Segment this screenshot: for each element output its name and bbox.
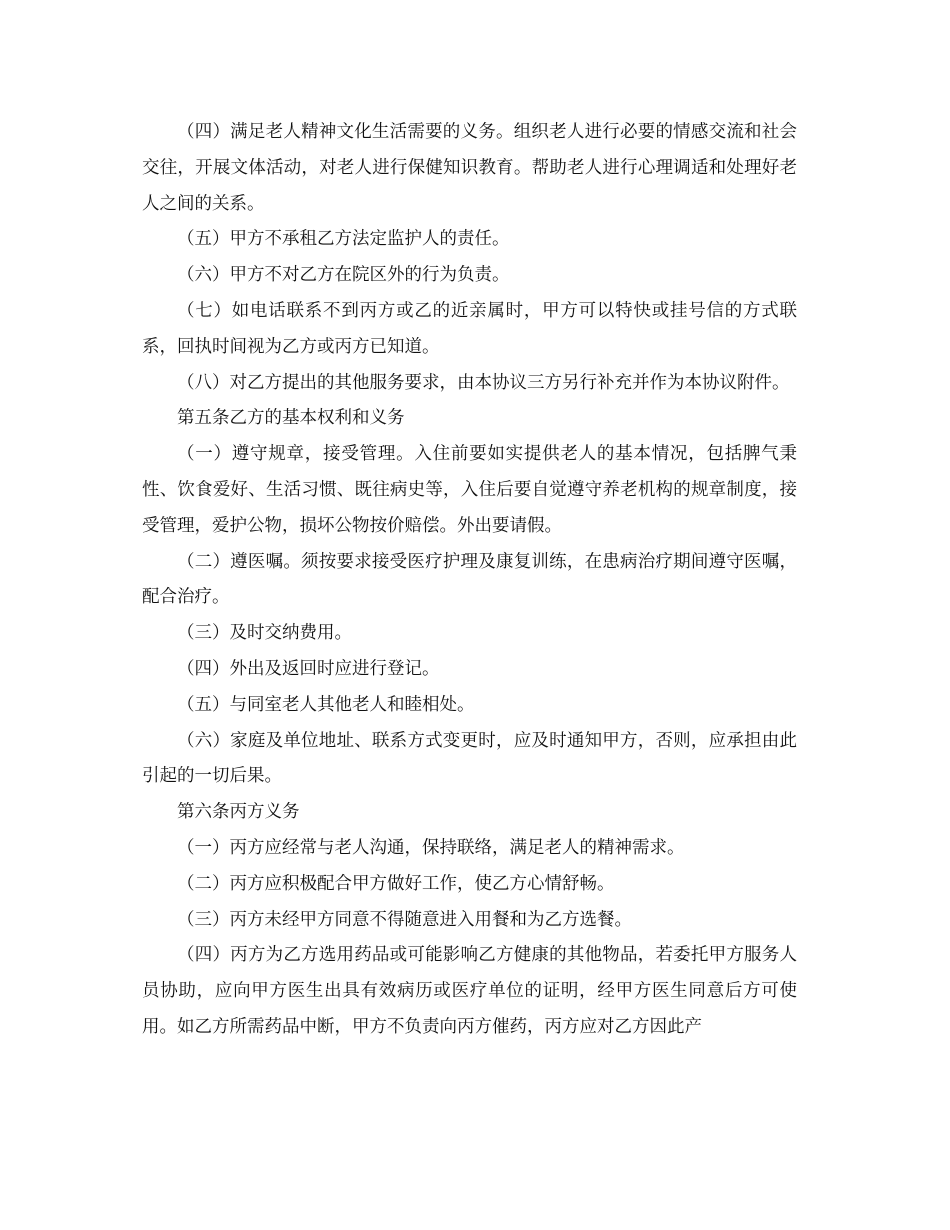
clause-paragraph: （一）丙方应经常与老人沟通，保持联络，满足老人的精神需求。 [177,837,685,858]
clause-paragraph: （四）外出及返回时应进行登记。 [177,658,440,679]
section-heading: 第六条丙方义务 [177,802,300,823]
clause-paragraph: （四）满足老人精神文化生活需要的义务。组织老人进行必要的情感交流和社会交往，开展文体活动，对老人进行保健知识教育。帮助老人进行心理调适和处理好老人之间的关系。 [142,122,797,214]
clause-paragraph: （四）丙方为乙方选用药品或可能影响乙方健康的其他物品，若委托甲方服务人员协助，应向甲方医生出具有效病历或医疗单位的证明，经甲方医生同意后方可使用。如乙方所需药品中断，甲方不负责向丙方催药，丙方应对乙方因此产 [142,945,797,1037]
clause-paragraph: （一）遵守规章，接受管理。入住前要如实提供老人的基本情况，包括脾气秉性、饮食爱好、生活习惯、既往病史等，入住后要自觉遵守养老机构的规章制度，接受管理，爱护公物，损坏公物按价赔偿。外出要请假。 [142,444,797,536]
clause-paragraph: （二）遵医嘱。须按要求接受医疗护理及康复训练，在患病治疗期间遵守医嘱，配合治疗。 [142,551,797,608]
clause-paragraph: （七）如电话联系不到丙方或乙的近亲属时，甲方可以特快或挂号信的方式联系，回执时间视为乙方或丙方已知道。 [142,300,797,357]
clause-paragraph: （二）丙方应积极配合甲方做好工作，使乙方心情舒畅。 [177,873,615,894]
clause-paragraph: （五）与同室老人其他老人和睦相处。 [177,694,475,715]
clause-paragraph: （三）及时交纳费用。 [177,623,352,644]
clause-paragraph: （五）甲方不承租乙方法定监护人的责任。 [177,229,510,250]
clause-paragraph: （三）丙方未经甲方同意不得随意进入用餐和为乙方选餐。 [177,909,632,930]
clause-paragraph: （六）家庭及单位地址、联系方式变更时，应及时通知甲方，否则，应承担由此引起的一切后果。 [142,730,797,787]
clause-paragraph: （六）甲方不对乙方在院区外的行为负责。 [177,265,510,286]
section-heading: 第五条乙方的基本权利和义务 [177,408,405,429]
clause-paragraph: （八）对乙方提出的其他服务要求，由本协议三方另行补充并作为本协议附件。 [177,372,790,393]
document-body [142,115,797,1046]
